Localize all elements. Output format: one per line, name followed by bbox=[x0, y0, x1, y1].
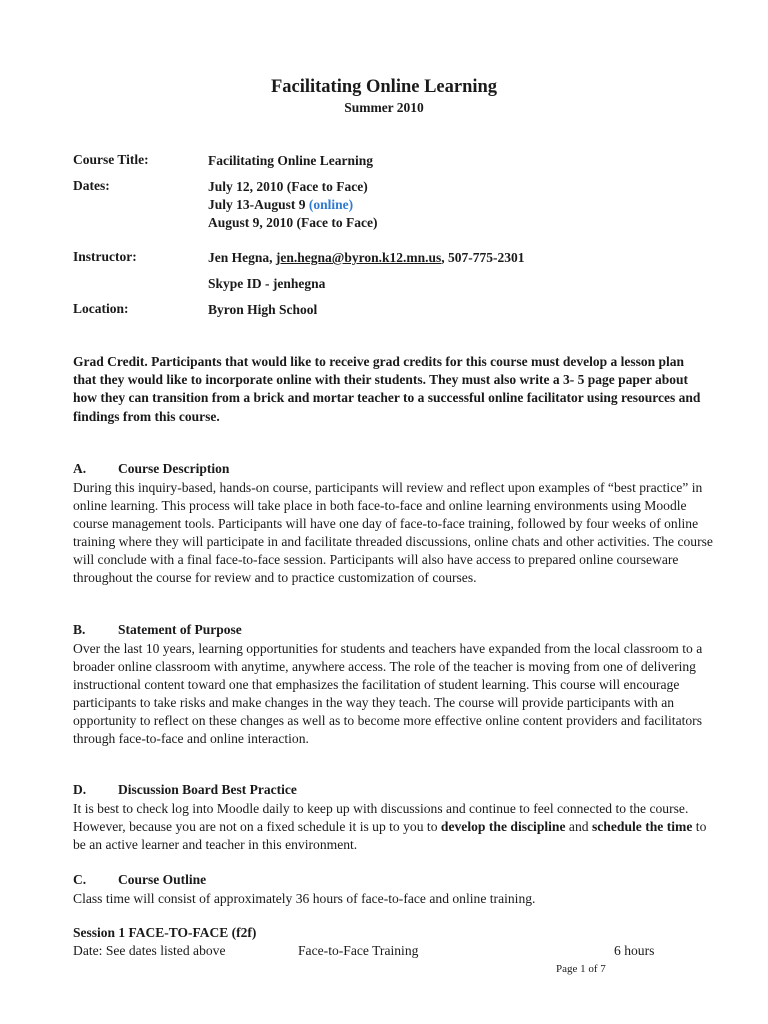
section-d-title: Discussion Board Best Practice bbox=[118, 782, 297, 797]
section-d-text-2: and bbox=[565, 819, 592, 835]
section-b-letter: B. bbox=[73, 622, 86, 637]
dates-line-2 bbox=[208, 196, 377, 214]
section-c-heading bbox=[73, 872, 206, 888]
dates-line-2-text: July 13-August 9 bbox=[208, 197, 309, 212]
dates-line-3: August 9, 2010 (Face to Face) bbox=[208, 215, 378, 230]
grad-credit-paragraph: Grad Credit. Participants that would like to receive grad credits for this course must develop a lesson plan that they would like to incorporate online with their students. They must also write a 3- 5 page paper about how they can transition from a brick and mortar teacher to a successful online facilitator using resources and findings from this course. bbox=[73, 354, 701, 424]
session-1-training: Face-to-Face Training bbox=[298, 943, 419, 958]
location-label: Location: bbox=[73, 301, 129, 316]
course-title-value: Facilitating Online Learning bbox=[208, 153, 374, 168]
dates-block bbox=[208, 178, 377, 232]
section-a-text: During this inquiry-based, hands-on course, participants will review and reflect upon examples of “best practice” in online learning. This process will take place in both face-to-face and online learning environments using Moodle course management tools. Participants will have one day of face-to-face training, followed by four weeks of online training where they will participate in and facilitate threaded discussions, online chats and other activities. The course will conclude with a final face-to-face session. Participants will also have access to prepared online courseware throughout the course for review and to practice customization of courses. bbox=[73, 480, 713, 586]
section-d-heading bbox=[73, 782, 297, 798]
page-subtitle: Summer 2010 bbox=[344, 100, 424, 115]
section-d-bold-1: develop the discipline bbox=[440, 819, 566, 835]
instructor-value bbox=[208, 249, 525, 267]
section-b-title: Statement of Purpose bbox=[118, 622, 242, 637]
section-c-title: Course Outline bbox=[118, 872, 207, 887]
location-value: Byron High School bbox=[208, 302, 318, 317]
session-1-heading: Session 1 FACE-TO-FACE (f2f) bbox=[73, 925, 257, 940]
course-title-label: Course Title: bbox=[73, 152, 149, 167]
section-b-text: Over the last 10 years, learning opportunities for students and teachers have expanded from the local classroom to a broader online classroom with anytime, anywhere access. The role of the teacher is moving from one of delivering instructional content toward one that emphasizes the facilitation of student learning. This course will encourage participants to take risks and make changes in the way they teach. The course will provide participants with an opportunity to reflect on these changes as well as to become more effective online content providers and facilitators through face-to-face and online interaction. bbox=[73, 641, 703, 747]
section-b-heading bbox=[73, 622, 242, 638]
section-d-letter: D. bbox=[73, 782, 87, 797]
section-d-text-3: to be an active learner and teacher in this environment. bbox=[73, 819, 707, 853]
section-d-text-1: It is best to check log into Moodle daily to keep up with discussions and continue to feel connected to the course. However, because you are not on a fixed schedule it is up to you to bbox=[73, 801, 689, 835]
instructor-name: Jen Hegna, bbox=[208, 250, 276, 265]
page-number: Page 1 of 7 bbox=[556, 963, 606, 975]
instructor-phone: , 507-775-2301 bbox=[441, 250, 525, 265]
online-tag: (online) bbox=[308, 197, 354, 212]
section-c-letter: C. bbox=[73, 872, 87, 887]
instructor-label: Instructor: bbox=[73, 249, 137, 264]
section-d-text bbox=[73, 800, 713, 854]
session-1-hours: 6 hours bbox=[614, 943, 655, 958]
section-a-title: Course Description bbox=[118, 461, 230, 476]
section-a-letter: A. bbox=[73, 461, 87, 476]
page-title: Facilitating Online Learning bbox=[270, 77, 498, 97]
dates-line-1: July 12, 2010 (Face to Face) bbox=[208, 179, 368, 194]
instructor-email-link[interactable]: jen.hegna@byron.k12.mn.us bbox=[275, 250, 442, 265]
section-a-heading bbox=[73, 461, 229, 477]
section-d-bold-2: schedule the time bbox=[591, 819, 693, 835]
skype-id: Skype ID - jenhegna bbox=[208, 276, 326, 291]
session-1-date: Date: See dates listed above bbox=[73, 943, 226, 958]
section-c-text: Class time will consist of approximately 36 hours of face-to-face and online training. bbox=[73, 891, 536, 906]
dates-label: Dates: bbox=[73, 178, 110, 193]
